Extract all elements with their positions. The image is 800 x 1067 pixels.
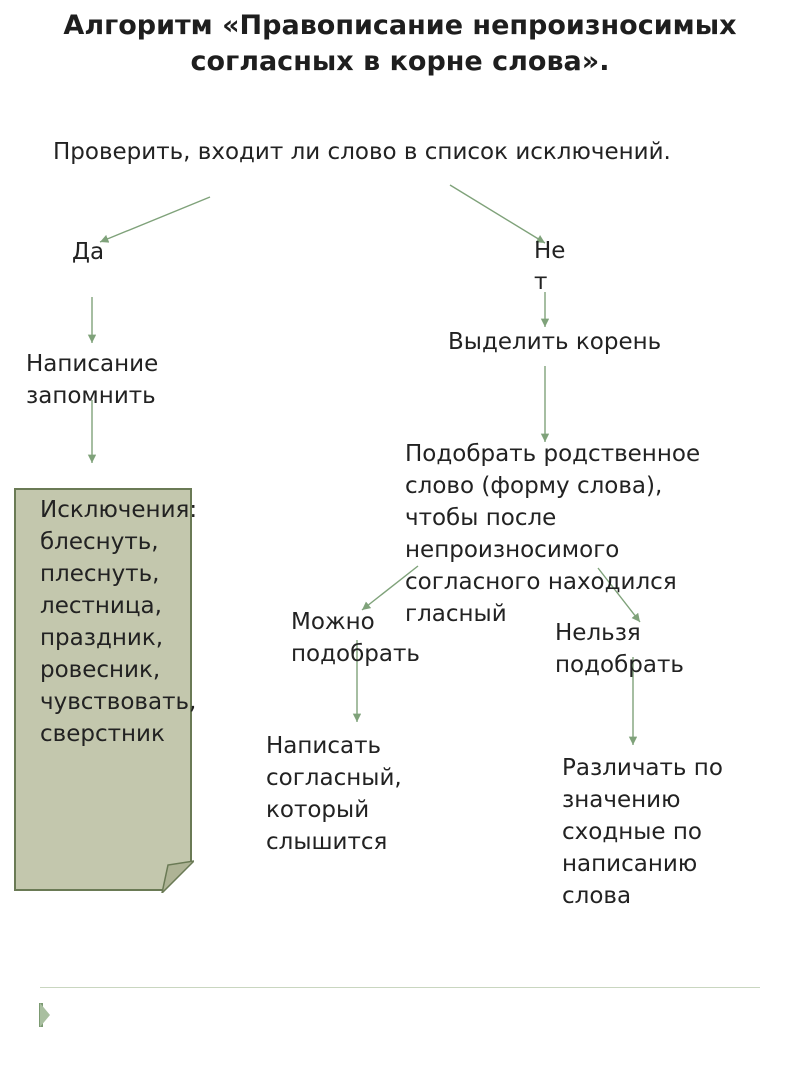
cannot-find-label: Нельзя подобрать [555,620,684,678]
exception-word: праздник, [40,625,164,651]
exceptions-heading: Исключения: [40,497,198,523]
exceptions-list [40,494,197,750]
exception-word: плеснуть, [40,561,160,587]
can-find-label: Можно подобрать [291,609,420,667]
no-label: Не т [534,238,566,295]
check-exceptions-question: Проверить, входит ли слово в список исключений. [53,139,671,165]
write-heard-consonant-result: Написать согласный, который слышится [266,733,402,855]
exception-word: чувствовать, [40,689,197,715]
footer-marker-icon [40,1003,50,1027]
exception-word: лестница, [40,593,162,619]
exception-word: ровесник, [40,657,161,683]
yes-label: Да [72,239,105,265]
memorize-step: Написание запомнить [26,351,159,409]
footer-divider [40,987,760,988]
page-title: Алгоритм «Правописание непроизносимых согласных в корне слова». [63,10,737,77]
find-related-word-step: Подобрать родственное слово (форму слова), чтобы после непроизносимого согласного находился гласный [405,441,701,627]
exception-word: сверстник [40,721,165,747]
arrow-to-no [450,185,545,243]
distinguish-by-meaning-result: Различать по значению сходные по написанию слова [562,755,723,909]
arrow-to-yes [100,197,210,242]
exception-word: блеснуть, [40,529,159,555]
select-root-step: Выделить корень [448,329,662,355]
